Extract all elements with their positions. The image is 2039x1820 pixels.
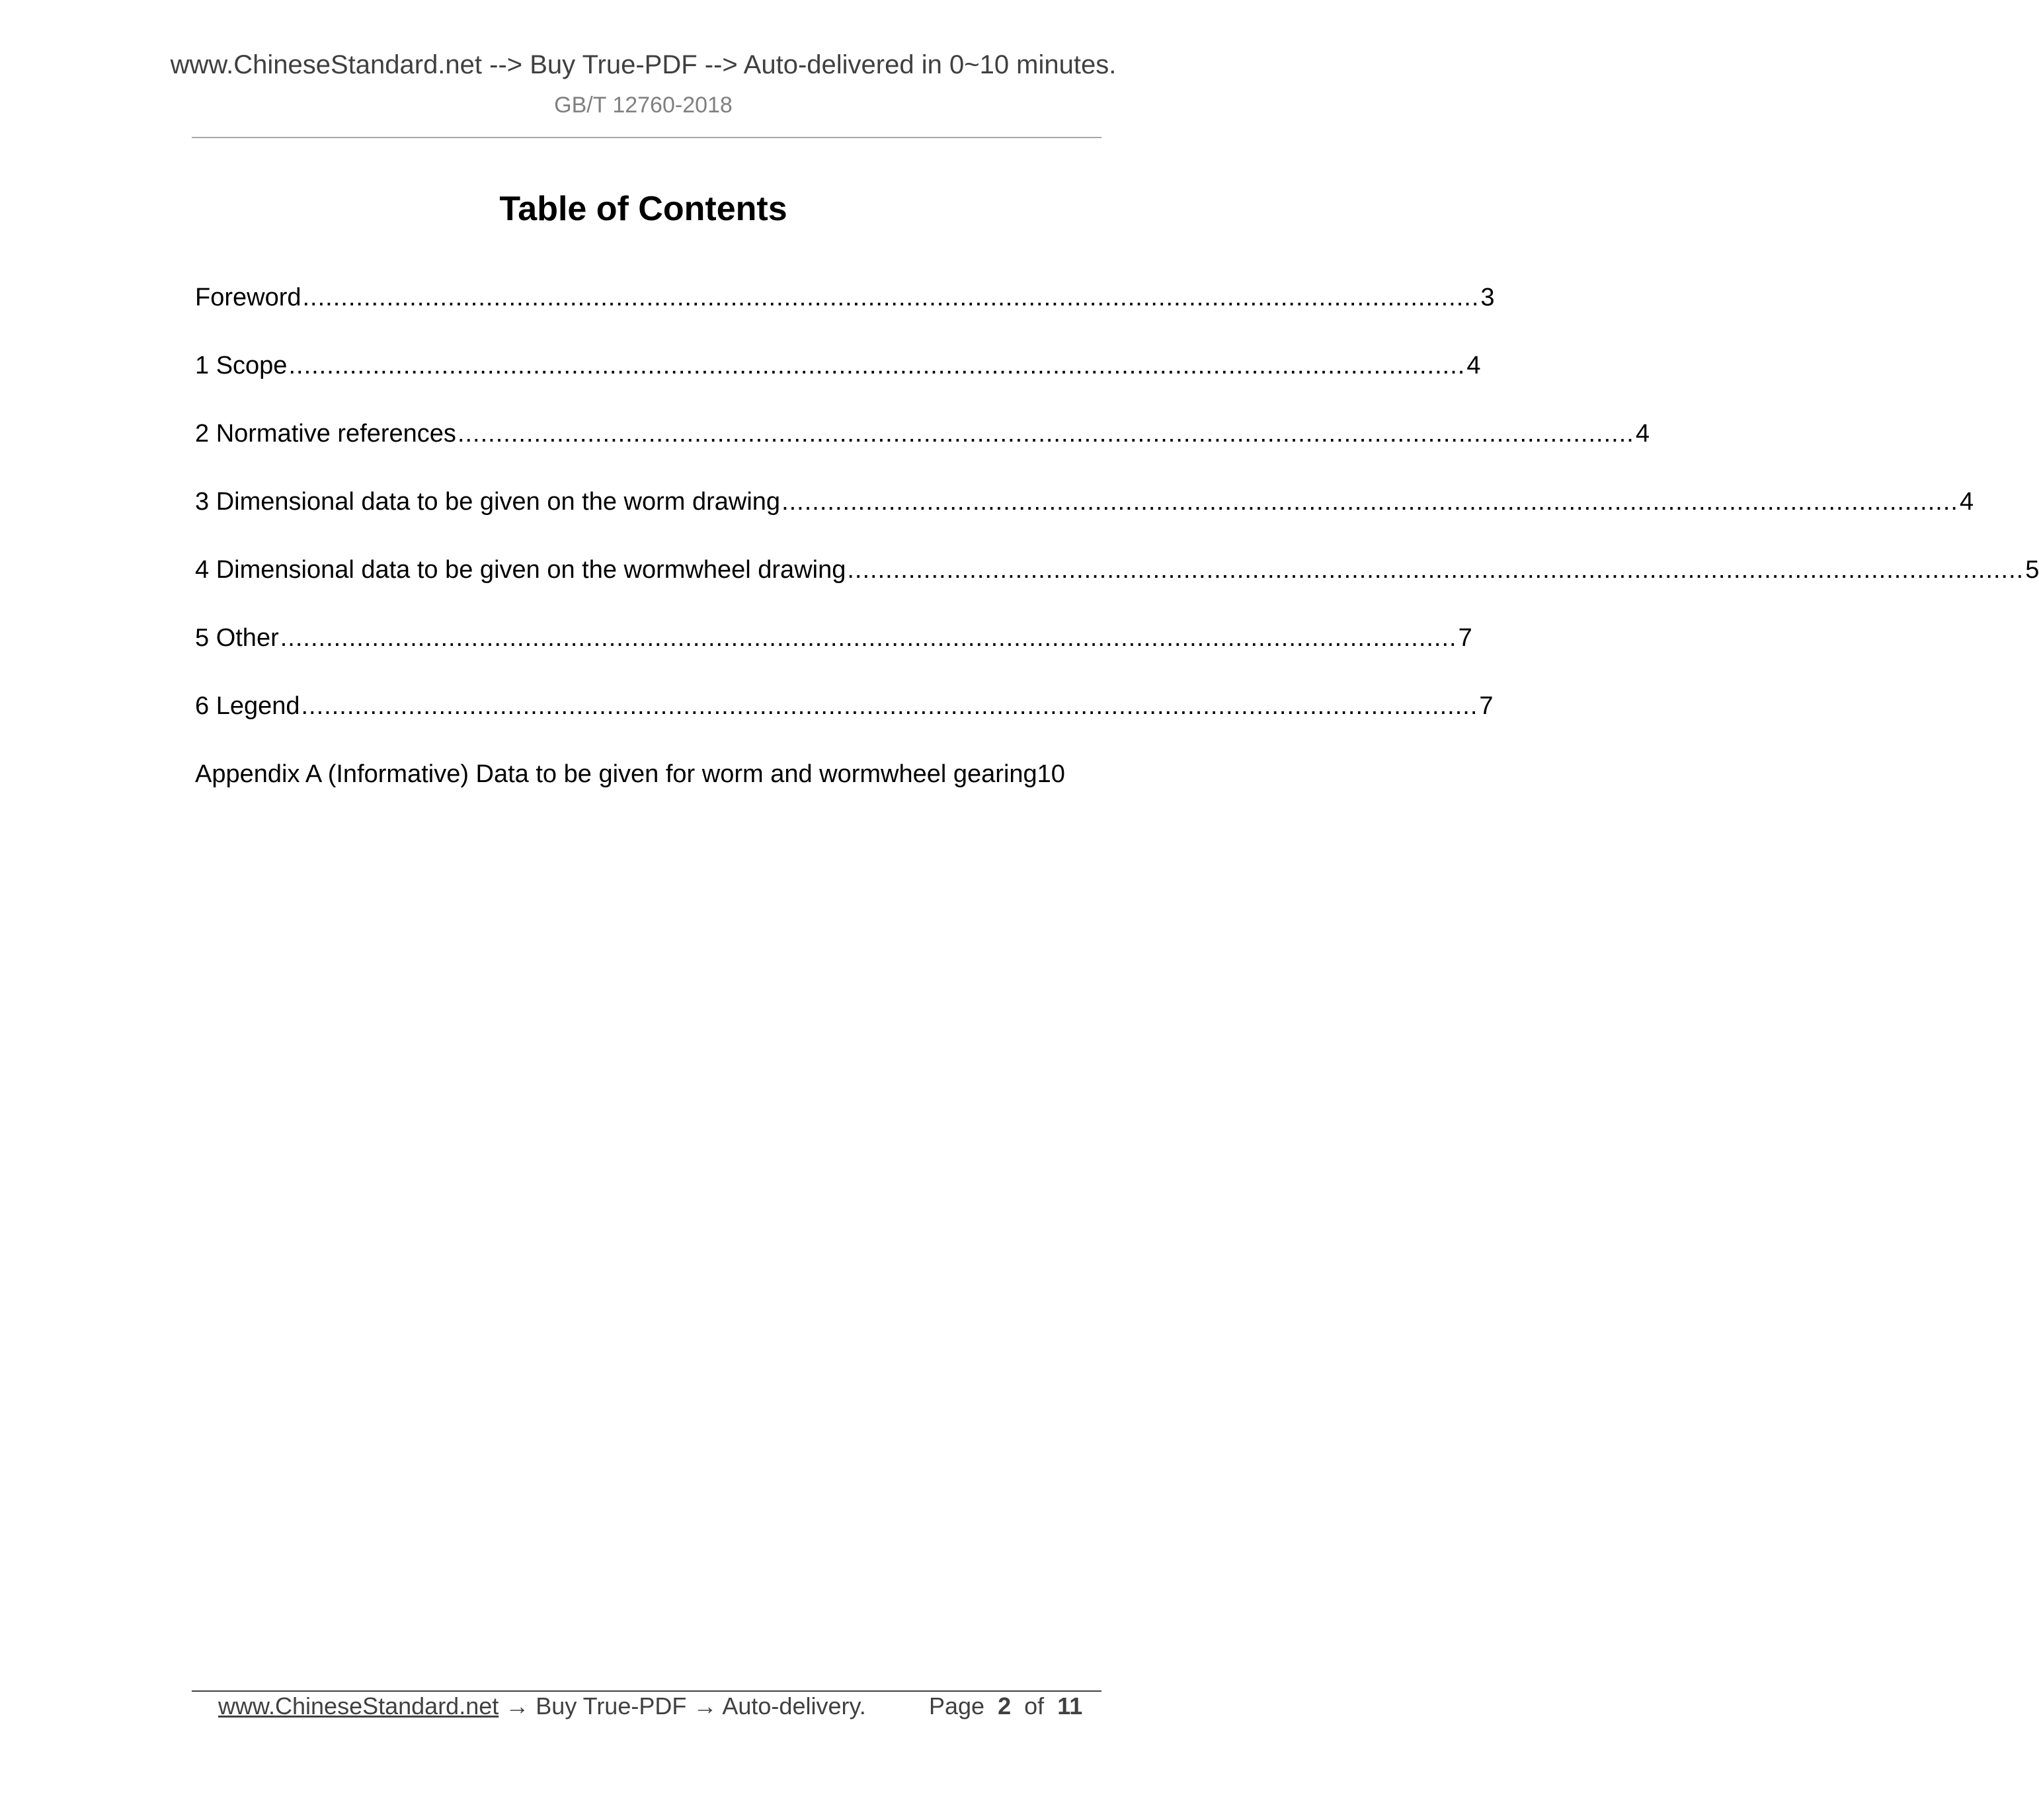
table-of-contents bbox=[195, 278, 2039, 822]
dot-leader: .......................................................................................................................................................... bbox=[302, 284, 1480, 311]
toc-entry-scope[interactable] bbox=[195, 346, 1481, 414]
toc-entry-label: 3 Dimensional data to be given on the worm drawing bbox=[195, 488, 781, 516]
footer-divider bbox=[192, 1690, 1101, 1692]
page-footer bbox=[218, 1692, 1083, 1720]
toc-entry-worm-drawing[interactable] bbox=[195, 482, 1974, 550]
arrow-right-icon: → bbox=[505, 1692, 530, 1720]
header-divider bbox=[192, 137, 1101, 138]
buy-true-pdf-text: Buy True-PDF bbox=[536, 1692, 687, 1720]
header-banner: www.ChineseStandard.net --> Buy True-PDF --> Auto-delivered in 0~10 minutes. bbox=[170, 50, 1117, 79]
total-pages-number: 11 bbox=[1057, 1692, 1083, 1720]
page-word: Page bbox=[929, 1692, 985, 1720]
toc-entry-page: 5 bbox=[2025, 556, 2039, 584]
toc-entry-label: 2 Normative references bbox=[195, 420, 456, 448]
toc-entry-foreword[interactable] bbox=[195, 278, 1495, 346]
toc-entry-page: 4 bbox=[1635, 420, 1650, 448]
toc-entry-label: 5 Other bbox=[195, 624, 279, 652]
toc-entry-label: 4 Dimensional data to be given on the wormwheel drawing bbox=[195, 556, 846, 584]
toc-entry-label: 1 Scope bbox=[195, 352, 288, 379]
dot-leader: .......................................................................................................................................................... bbox=[288, 352, 1466, 379]
toc-entry-label: Appendix A (Informative) Data to be given for worm and wormwheel gearing bbox=[195, 760, 1037, 788]
toc-entry-label: Foreword bbox=[195, 284, 301, 311]
toc-entry-wormwheel-drawing[interactable] bbox=[195, 550, 2039, 618]
website-link[interactable]: www.ChineseStandard.net bbox=[218, 1692, 499, 1720]
toc-entry-other[interactable] bbox=[195, 618, 1472, 686]
toc-entry-normative-references[interactable] bbox=[195, 414, 1650, 482]
standard-number: GB/T 12760-2018 bbox=[554, 93, 733, 118]
toc-entry-page: 4 bbox=[1466, 352, 1481, 379]
toc-entry-page: 7 bbox=[1458, 624, 1472, 652]
dot-leader: .......................................................................................................................................................... bbox=[781, 488, 1958, 516]
dot-leader: .......................................................................................................................................................... bbox=[280, 624, 1457, 652]
toc-entry-legend[interactable] bbox=[195, 686, 1494, 754]
page-indicator bbox=[929, 1692, 1082, 1720]
of-word: of bbox=[1024, 1692, 1045, 1720]
page-title: Table of Contents bbox=[499, 190, 787, 228]
dot-leader: .......................................................................................................................................................... bbox=[457, 420, 1634, 448]
dot-leader: .......................................................................................................................................................... bbox=[847, 556, 2024, 584]
toc-entry-page: 3 bbox=[1480, 284, 1495, 311]
dot-leader: .......................................................................................................................................................... bbox=[301, 692, 1478, 720]
toc-entry-appendix-a[interactable] bbox=[195, 754, 1097, 822]
toc-entry-page: 7 bbox=[1479, 692, 1494, 720]
current-page-number: 2 bbox=[998, 1692, 1012, 1720]
auto-delivery-text: Auto-delivery. bbox=[722, 1692, 866, 1720]
arrow-right-icon: → bbox=[693, 1692, 717, 1720]
toc-entry-page: 4 bbox=[1959, 488, 1974, 516]
toc-entry-label: 6 Legend bbox=[195, 692, 300, 720]
toc-entry-page: 10 bbox=[1037, 760, 1065, 788]
